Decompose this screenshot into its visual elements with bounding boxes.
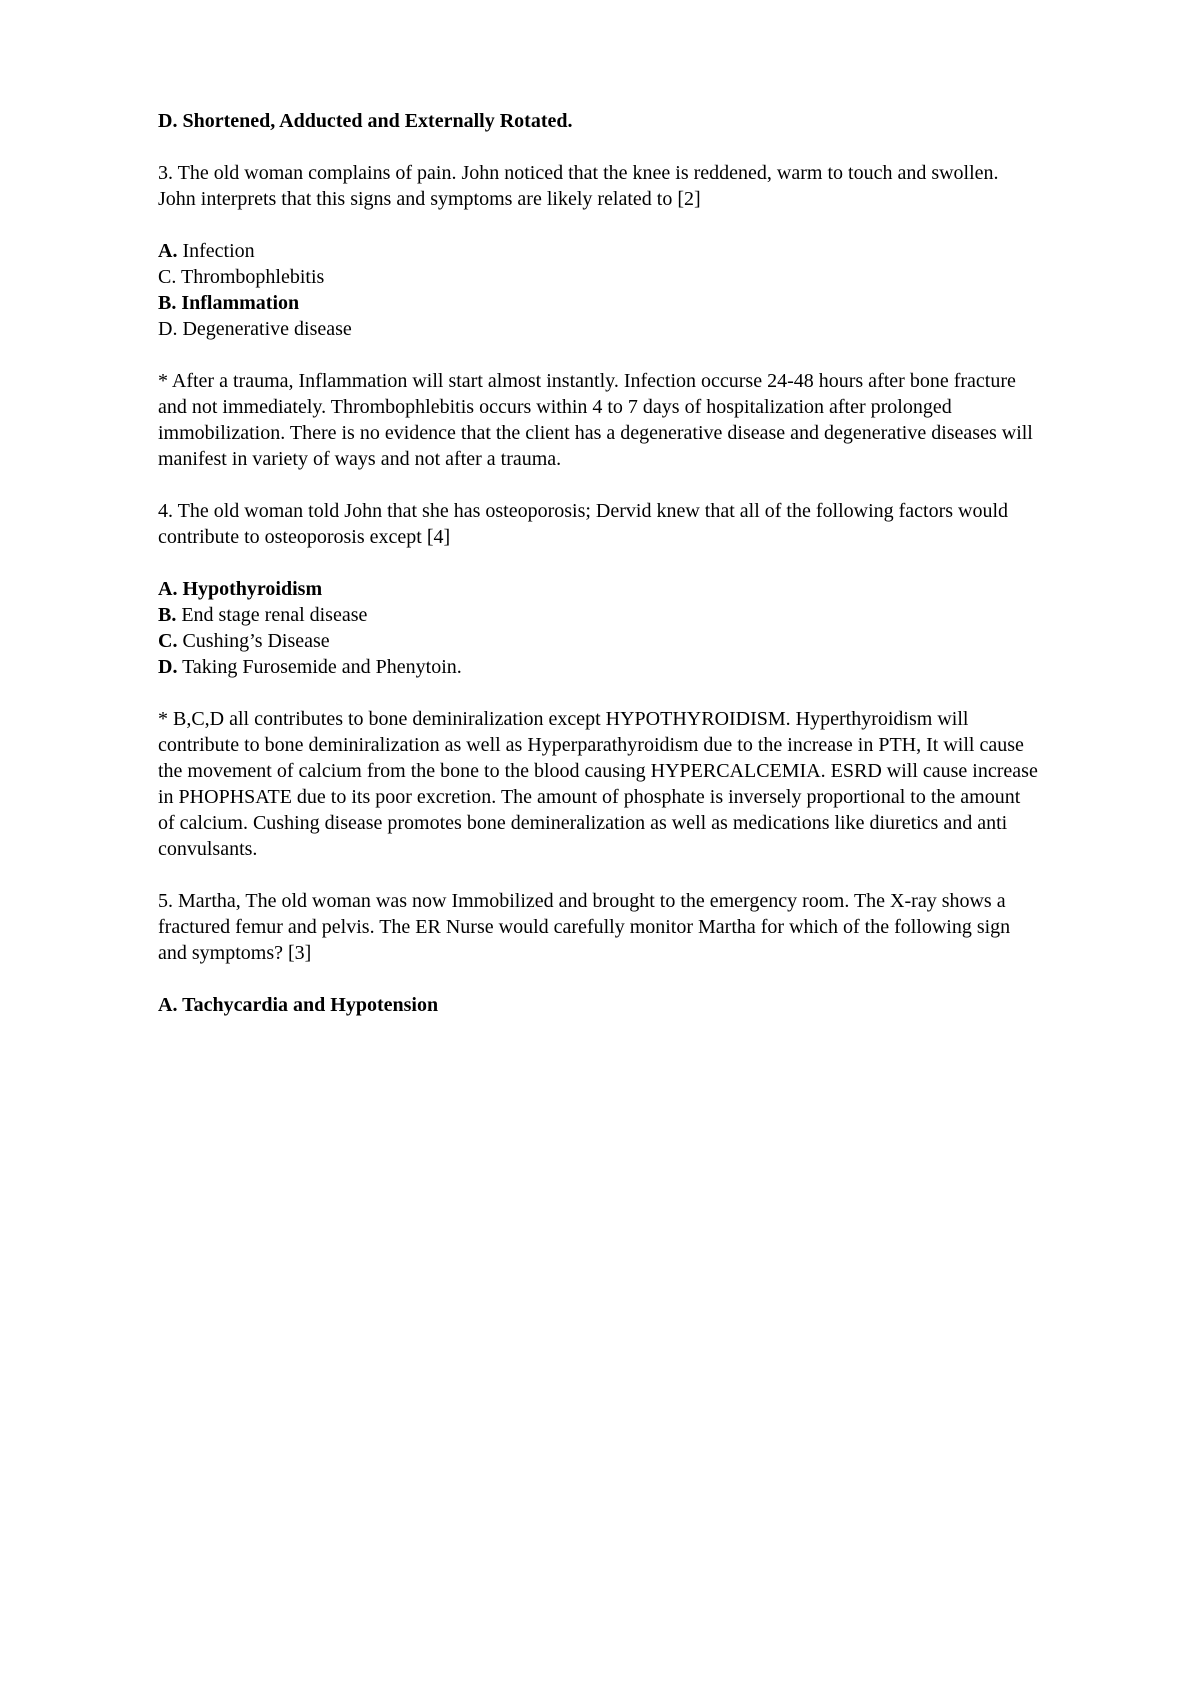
answer-d-heading bbox=[158, 108, 1038, 134]
question-3-rationale bbox=[158, 368, 1038, 472]
text-run: Cushing’s Disease bbox=[177, 630, 330, 652]
text-run: Taking Furosemide and Phenytoin. bbox=[177, 656, 462, 678]
text-run: * B,C,D all contributes to bone deminiralization except HYPOTHYROIDISM. Hyperthyroidism will contribute to bone deminiralization as well as Hyperparathyroidism due to the increase in PTH, It will cause the movement of calcium from the bone to the blood causing HYPERCALCEMIA. ESRD will cause increase in PHOPHSATE due to its poor excretion. The amount of phosphate is inversely proportional to the amount of calcium. Cushing disease promotes bone demineralization as well as medications like diuretics and anti convulsants. bbox=[158, 708, 1038, 860]
bold-text-run: A. Tachycardia and Hypotension bbox=[158, 994, 439, 1016]
text-run: Infection bbox=[177, 240, 255, 262]
question-4 bbox=[158, 498, 1038, 550]
bold-text-run: B. bbox=[158, 604, 177, 626]
question-5 bbox=[158, 888, 1038, 966]
bold-text-run: A. bbox=[158, 240, 178, 262]
bold-text-run: D. bbox=[158, 656, 178, 678]
question-5-option-a-answer bbox=[158, 992, 1038, 1018]
document-page bbox=[158, 108, 1038, 1018]
text-run: 5. Martha, The old woman was now Immobilized and brought to the emergency room. The X-ray shows a fractured femur and pelvis. The ER Nurse would carefully monitor Martha for which of the following sign and symptoms? [3] bbox=[158, 890, 1011, 964]
question-3 bbox=[158, 160, 1038, 212]
option-c bbox=[158, 264, 1038, 290]
bold-text-run: D. Shortened, Adducted and Externally Rotated. bbox=[158, 110, 573, 132]
text-run: D. Degenerative disease bbox=[158, 318, 352, 340]
question-3-options bbox=[158, 238, 1038, 342]
option-a-answer bbox=[158, 576, 1038, 602]
option-a bbox=[158, 238, 1038, 264]
option-c bbox=[158, 628, 1038, 654]
option-d bbox=[158, 316, 1038, 342]
text-run: C. Thrombophlebitis bbox=[158, 266, 325, 288]
bold-text-run: C. bbox=[158, 630, 178, 652]
text-run: End stage renal disease bbox=[176, 604, 368, 626]
text-run: 3. The old woman complains of pain. John noticed that the knee is reddened, warm to touch and swollen. John interprets that this signs and symptoms are likely related to [2] bbox=[158, 162, 999, 210]
question-4-options bbox=[158, 576, 1038, 680]
bold-text-run: B. Inflammation bbox=[158, 292, 300, 314]
question-4-rationale bbox=[158, 706, 1038, 862]
bold-text-run: A. Hypothyroidism bbox=[158, 578, 323, 600]
option-b bbox=[158, 602, 1038, 628]
text-run: * After a trauma, Inflammation will start almost instantly. Infection occurse 24-48 hours after bone fracture and not immediately. Thrombophlebitis occurs within 4 to 7 days of hospitalization after prolonged immobilization. There is no evidence that the client has a degenerative disease and degenerative diseases will manifest in variety of ways and not after a trauma. bbox=[158, 370, 1033, 470]
option-b-answer bbox=[158, 290, 1038, 316]
text-run: 4. The old woman told John that she has osteoporosis; Dervid knew that all of the following factors would contribute to osteoporosis except [4] bbox=[158, 500, 1009, 548]
option-d bbox=[158, 654, 1038, 680]
